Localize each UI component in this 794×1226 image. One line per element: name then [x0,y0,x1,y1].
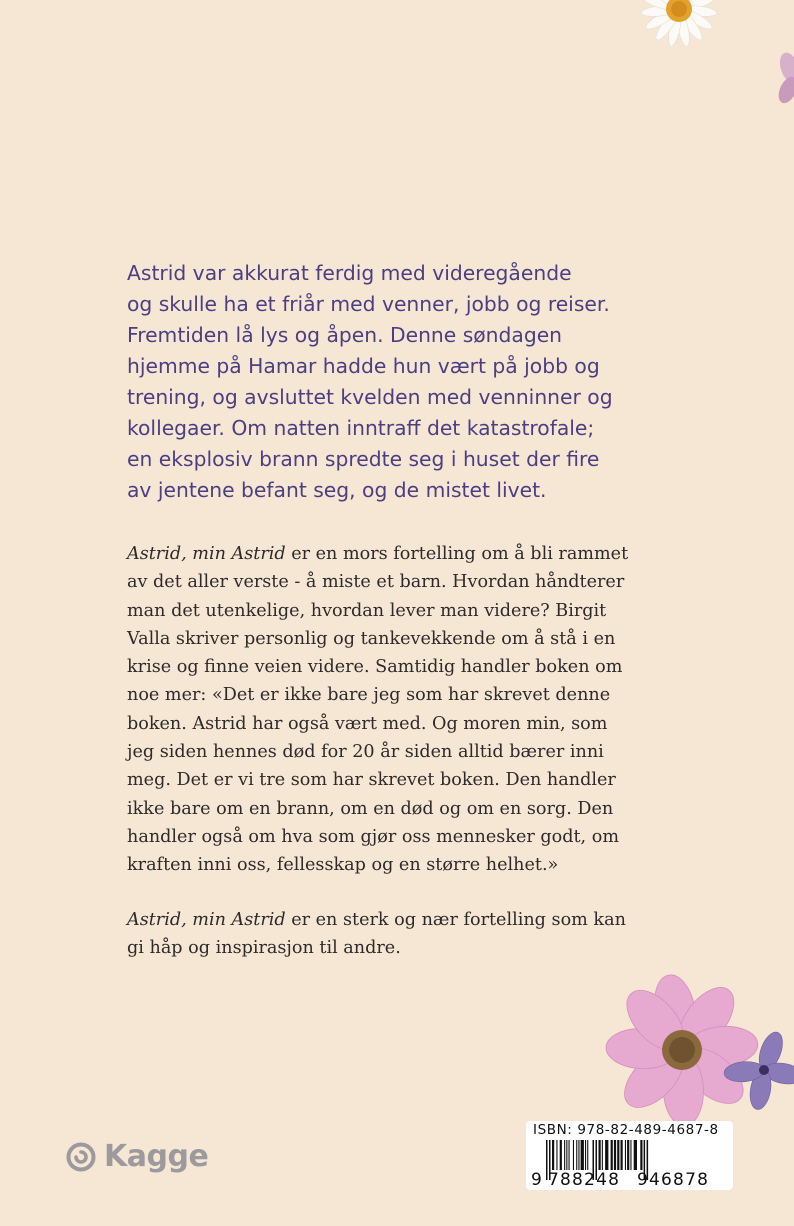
barcode-bar [617,1140,619,1170]
body-line: boken. Astrid har også vært med. Og moren min, som [127,713,608,734]
body-line: gi håp og inspirasjon til andre. [127,938,401,959]
barcode-bar [552,1140,554,1170]
barcode-bar [605,1140,608,1170]
publisher-name: Kagge [104,1139,209,1174]
body-line: man det utenkelige, hvordan lever man videre? Birgit [127,600,607,621]
barcode-bar [564,1140,565,1170]
isbn-label: ISBN: 978-82-489-4687-8 [533,1122,719,1138]
lead-line: Fremtiden lå lys og åpen. Denne søndagen [127,323,563,347]
publisher-logo [66,1139,208,1174]
barcode-bar [630,1140,631,1170]
barcode-digits-left: 788248 [548,1170,621,1190]
isbn-barcode [526,1121,733,1190]
body-line [127,540,667,568]
lead-line: kollegaer. Om natten inntraff det katastrofale; [127,416,595,440]
pink-petal-edge-image [772,48,794,112]
barcode-bar [566,1140,567,1170]
daisy-flower-image [638,0,722,46]
book-title-italic: Astrid, min Astrid [127,544,286,564]
lead-line: trening, og avsluttet kvelden med venninner og [127,385,613,409]
barcode-bar [576,1140,577,1170]
spiral-logo-icon [66,1142,96,1172]
body-line: av det aller verste - å miste et barn. Hvordan håndterer [127,572,625,593]
body-line: ikke bare om en brann, om en død og om en sorg. Den [127,798,614,819]
body-paragraph-1 [127,540,667,880]
body-line: kraften inni oss, fellesskap og en større helhet.» [127,855,559,876]
barcode-bar [634,1140,637,1170]
barcode-bar [581,1140,584,1170]
lead-line: en eksplosiv brann spredte seg i huset der fire [127,447,600,471]
barcode-bar [585,1140,586,1170]
barcode-bar [573,1140,574,1170]
body-line-text: er en sterk og nær fortelling som kan [285,910,626,930]
barcode-bar [614,1140,616,1170]
body-line: handler også om hva som gjør oss mennesker godt, om [127,826,620,847]
body-line [127,906,667,934]
barcode-bar [627,1140,629,1170]
barcode-bar [625,1140,626,1170]
barcode-bar [560,1140,562,1170]
barcode-bar [640,1140,642,1170]
body-line: meg. Det er vi tre som har skrevet boken. Den handler [127,770,616,791]
lead-paragraph [127,258,667,506]
barcode-bar [602,1140,603,1170]
lead-line: hjemme på Hamar hadde hun vært på jobb og [127,354,600,378]
barcode-digit-first: 9 [531,1170,542,1190]
body-line: krise og finne veien videre. Samtidig handler boken om [127,657,623,678]
body-line: Valla skriver personlig og tankevekkende om å stå i en [127,628,616,649]
book-title-italic: Astrid, min Astrid [127,910,286,930]
barcode-digits-right: 946878 [637,1170,710,1190]
body-paragraph-2 [127,906,667,963]
barcode-bar [556,1140,557,1170]
barcode-bar [587,1140,588,1170]
barcode-bar [569,1140,570,1170]
body-line-text: er en mors fortelling om å bli rammet [285,544,629,564]
pink-cosmos-flower-image [598,966,794,1126]
barcode-bar [578,1140,579,1170]
lead-line: av jentene befant seg, og de mistet livet. [127,478,547,502]
lead-line: og skulle ha et friår med venner, jobb og reiser. [127,292,610,316]
lead-line: Astrid var akkurat ferdig med videregående [127,261,572,285]
body-line: jeg siden hennes død for 20 år siden alltid bærer inni [127,742,604,763]
barcode-bar [621,1140,623,1170]
body-line: noe mer: «Det er ikke bare jeg som har skrevet denne [127,685,611,706]
barcode-bar [611,1140,613,1170]
barcode-bar [599,1140,601,1170]
